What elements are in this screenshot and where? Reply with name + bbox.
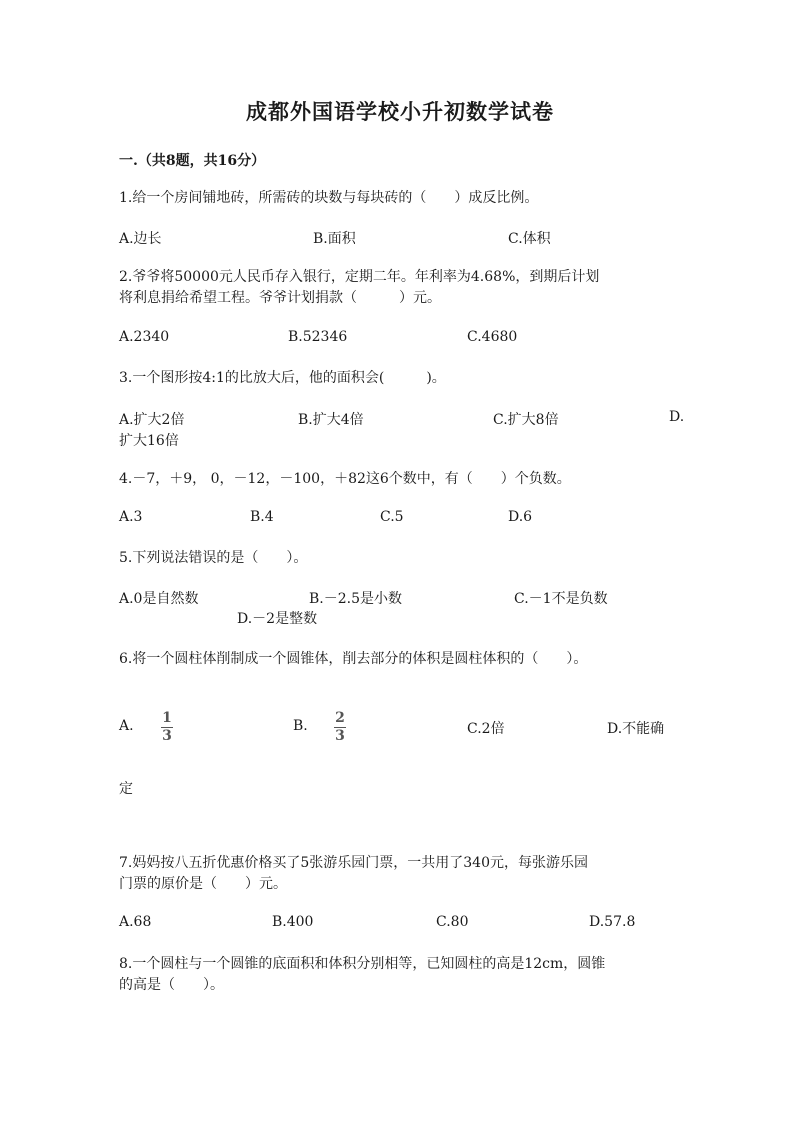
q1-option-c: C.体积 [508, 231, 551, 247]
question-8-line-1: 8.一个圆柱与一个圆锥的底面积和体积分别相等，已知圆柱的高是12cm，圆锥 [119, 956, 606, 972]
fraction-denominator: 3 [335, 728, 345, 744]
fraction-denominator: 3 [162, 728, 172, 744]
q7-option-b: B.400 [272, 914, 314, 930]
q5-option-b: B.－2.5是小数 [309, 591, 403, 607]
question-5: 5.下列说法错误的是（ ）。 [119, 550, 308, 566]
q6-option-a-fraction [161, 711, 173, 744]
q5-option-c: C.－1不是负数 [514, 591, 608, 607]
q6-option-d-continued: 定 [119, 781, 133, 797]
q7-option-c: C.80 [436, 914, 469, 930]
q1-option-b: B.面积 [313, 231, 356, 247]
section-heading: 一.（共8题，共16分） [119, 153, 266, 169]
q2-option-b: B.52346 [288, 329, 348, 345]
question-3: 3.一个图形按4:1的比放大后，他的面积会( )。 [119, 370, 446, 386]
q4-option-c: C.5 [380, 509, 404, 525]
q6-option-a-label: A. [119, 718, 134, 734]
question-8-line-2: 的高是（ ）。 [119, 977, 224, 993]
fraction-numerator: 1 [162, 710, 172, 726]
question-4: 4.－7，＋9， 0，－12，－100，＋82这6个数中，有（ ）个负数。 [119, 471, 571, 487]
q5-option-d: D.－2是整数 [237, 611, 318, 627]
q7-option-d: D.57.8 [589, 914, 636, 930]
q1-option-a: A.边长 [119, 231, 162, 247]
q4-option-d: D.6 [508, 509, 533, 525]
q6-option-c: C.2倍 [467, 721, 505, 737]
q7-option-a: A.68 [119, 914, 152, 930]
question-2-line-1: 2.爷爷将50000元人民币存入银行，定期二年。年利率为4.68%，到期后计划 [119, 269, 600, 285]
q5-option-a: A.0是自然数 [119, 591, 199, 607]
q3-option-a: A.扩大2倍 [119, 412, 185, 428]
q6-option-b-label: B. [293, 718, 308, 734]
question-2-line-2: 将利息捐给希望工程。爷爷计划捐款（ ）元。 [119, 290, 441, 306]
q2-option-a: A.2340 [119, 329, 170, 345]
question-7-line-1: 7.妈妈按八五折优惠价格买了5张游乐园门票，一共用了340元，每张游乐园 [119, 855, 588, 871]
q6-option-d: D.不能确 [607, 721, 665, 737]
q4-option-a: A.3 [119, 509, 143, 525]
q3-option-d-continued: 扩大16倍 [119, 433, 179, 449]
q2-option-c: C.4680 [467, 329, 518, 345]
question-7-line-2: 门票的原价是（ ）元。 [119, 876, 287, 892]
fraction-numerator: 2 [335, 710, 345, 726]
q3-option-b: B.扩大4倍 [298, 412, 364, 428]
question-1: 1.给一个房间铺地砖，所需砖的块数与每块砖的（ ）成反比例。 [119, 190, 539, 206]
question-6: 6.将一个圆柱体削制成一个圆锥体，削去部分的体积是圆柱体积的（ ）。 [119, 651, 588, 667]
q3-option-c: C.扩大8倍 [493, 412, 559, 428]
page-title: 成都外国语学校小升初数学试卷 [246, 99, 554, 124]
q3-option-d: D. [669, 409, 685, 425]
q4-option-b: B.4 [250, 509, 274, 525]
q6-option-b-fraction [334, 711, 346, 744]
